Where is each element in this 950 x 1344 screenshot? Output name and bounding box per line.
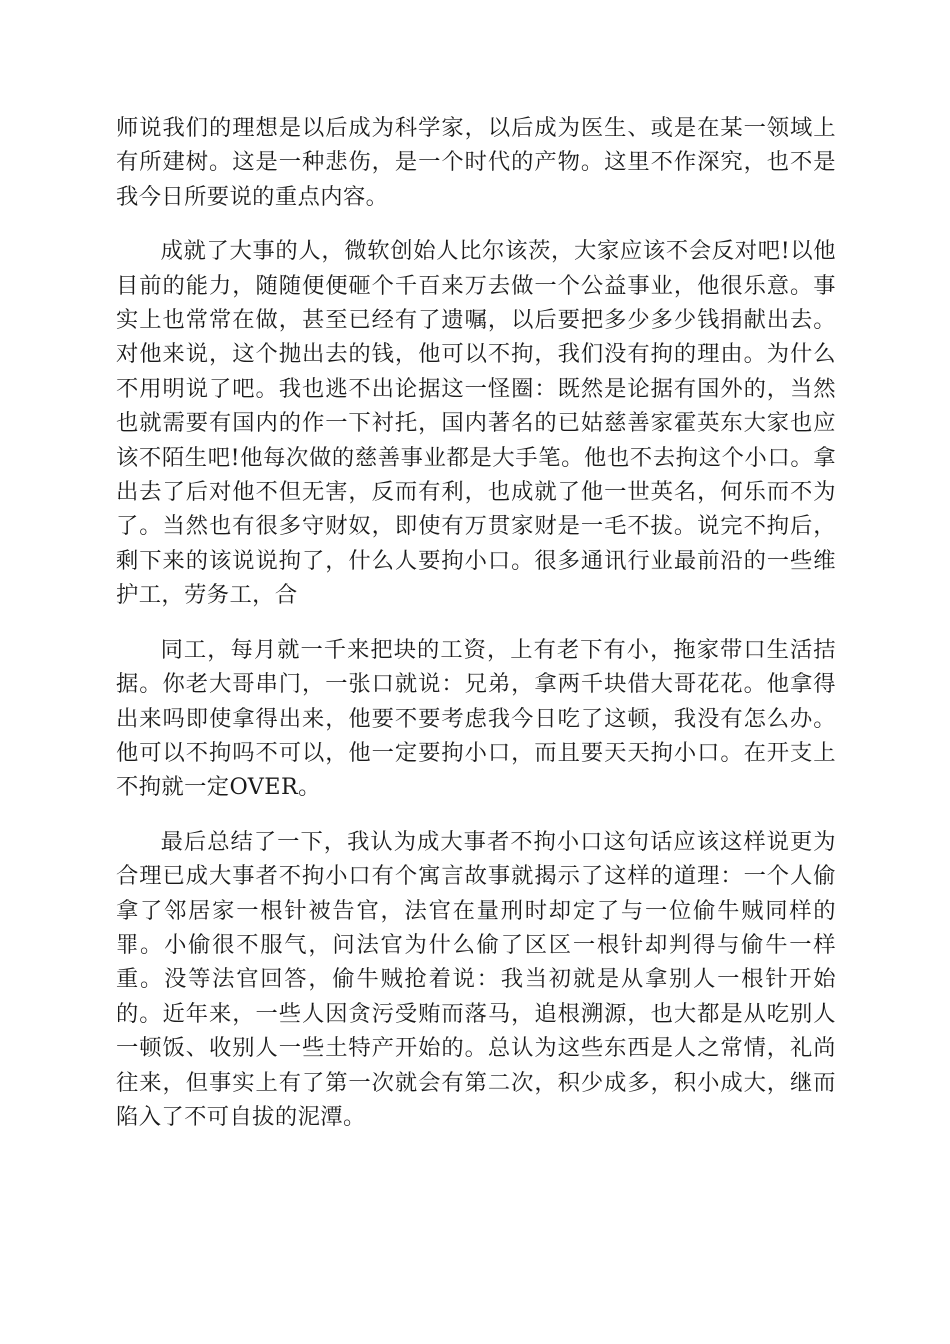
document-body xyxy=(116,111,836,1154)
paragraph-2: 成就了大事的人，微软创始人比尔该茨，大家应该不会反对吧!以他目前的能力，随随便便砸个千百来万去做一个公益事业，他很乐意。事实上也常常在做，甚至已经有了遗嘱，以后要把多少多少钱捐献出去。对他来说，这个抛出去的钱，他可以不拘，我们没有拘的理由。为什么不用明说了吧。我也逃不出论据这一怪圈：既然是论据有国外的，当然也就需要有国内的作一下衬托，国内著名的已姑慈善家霍英东大家也应该不陌生吧!他每次做的慈善事业都是大手笔。他也不去拘这个小口。拿出去了后对他不但无害，反而有利，也成就了他一世英名，何乐而不为了。当然也有很多守财奴，即使有万贯家财是一毛不拔。说完不拘后，剩下来的该说说拘了，什么人要拘小口。很多通讯行业最前沿的一些维护工，劳务工，合 xyxy=(116,238,836,609)
paragraph-3: 同工，每月就一千来把块的工资，上有老下有小，拖家带口生活拮据。你老大哥串门，一张口就说：兄弟，拿两千块借大哥花花。他拿得出来吗即使拿得出来，他要不要考虑我今日吃了这顿，我没有怎么办。他可以不拘吗不可以，他一定要拘小口，而且要天天拘小口。在开支上不拘就一定OVER。 xyxy=(116,636,836,801)
paragraph-4: 最后总结了一下，我认为成大事者不拘小口这句话应该这样说更为合理已成大事者不拘小口有个寓言故事就揭示了这样的道理：一个人偷拿了邻居家一根针被告官，法官在量刑时却定了与一位偷牛贼同样的罪。小偷很不服气，问法官为什么偷了区区一根针却判得与偷牛一样重。没等法官回答，偷牛贼抢着说：我当初就是从拿别人一根针开始的。近年来，一些人因贪污受贿而落马，追根溯源，也大都是从吃别人一顿饭、收别人一些土特产开始的。总认为这些东西是人之常情，礼尚往来，但事实上有了第一次就会有第二次，积少成多，积小成大，继而陷入了不可自拔的泥潭。 xyxy=(116,828,836,1130)
paragraph-1: 师说我们的理想是以后成为科学家，以后成为医生、或是在某一领域上有所建树。这是一种悲伤，是一个时代的产物。这里不作深究，也不是我今日所要说的重点内容。 xyxy=(116,115,836,210)
